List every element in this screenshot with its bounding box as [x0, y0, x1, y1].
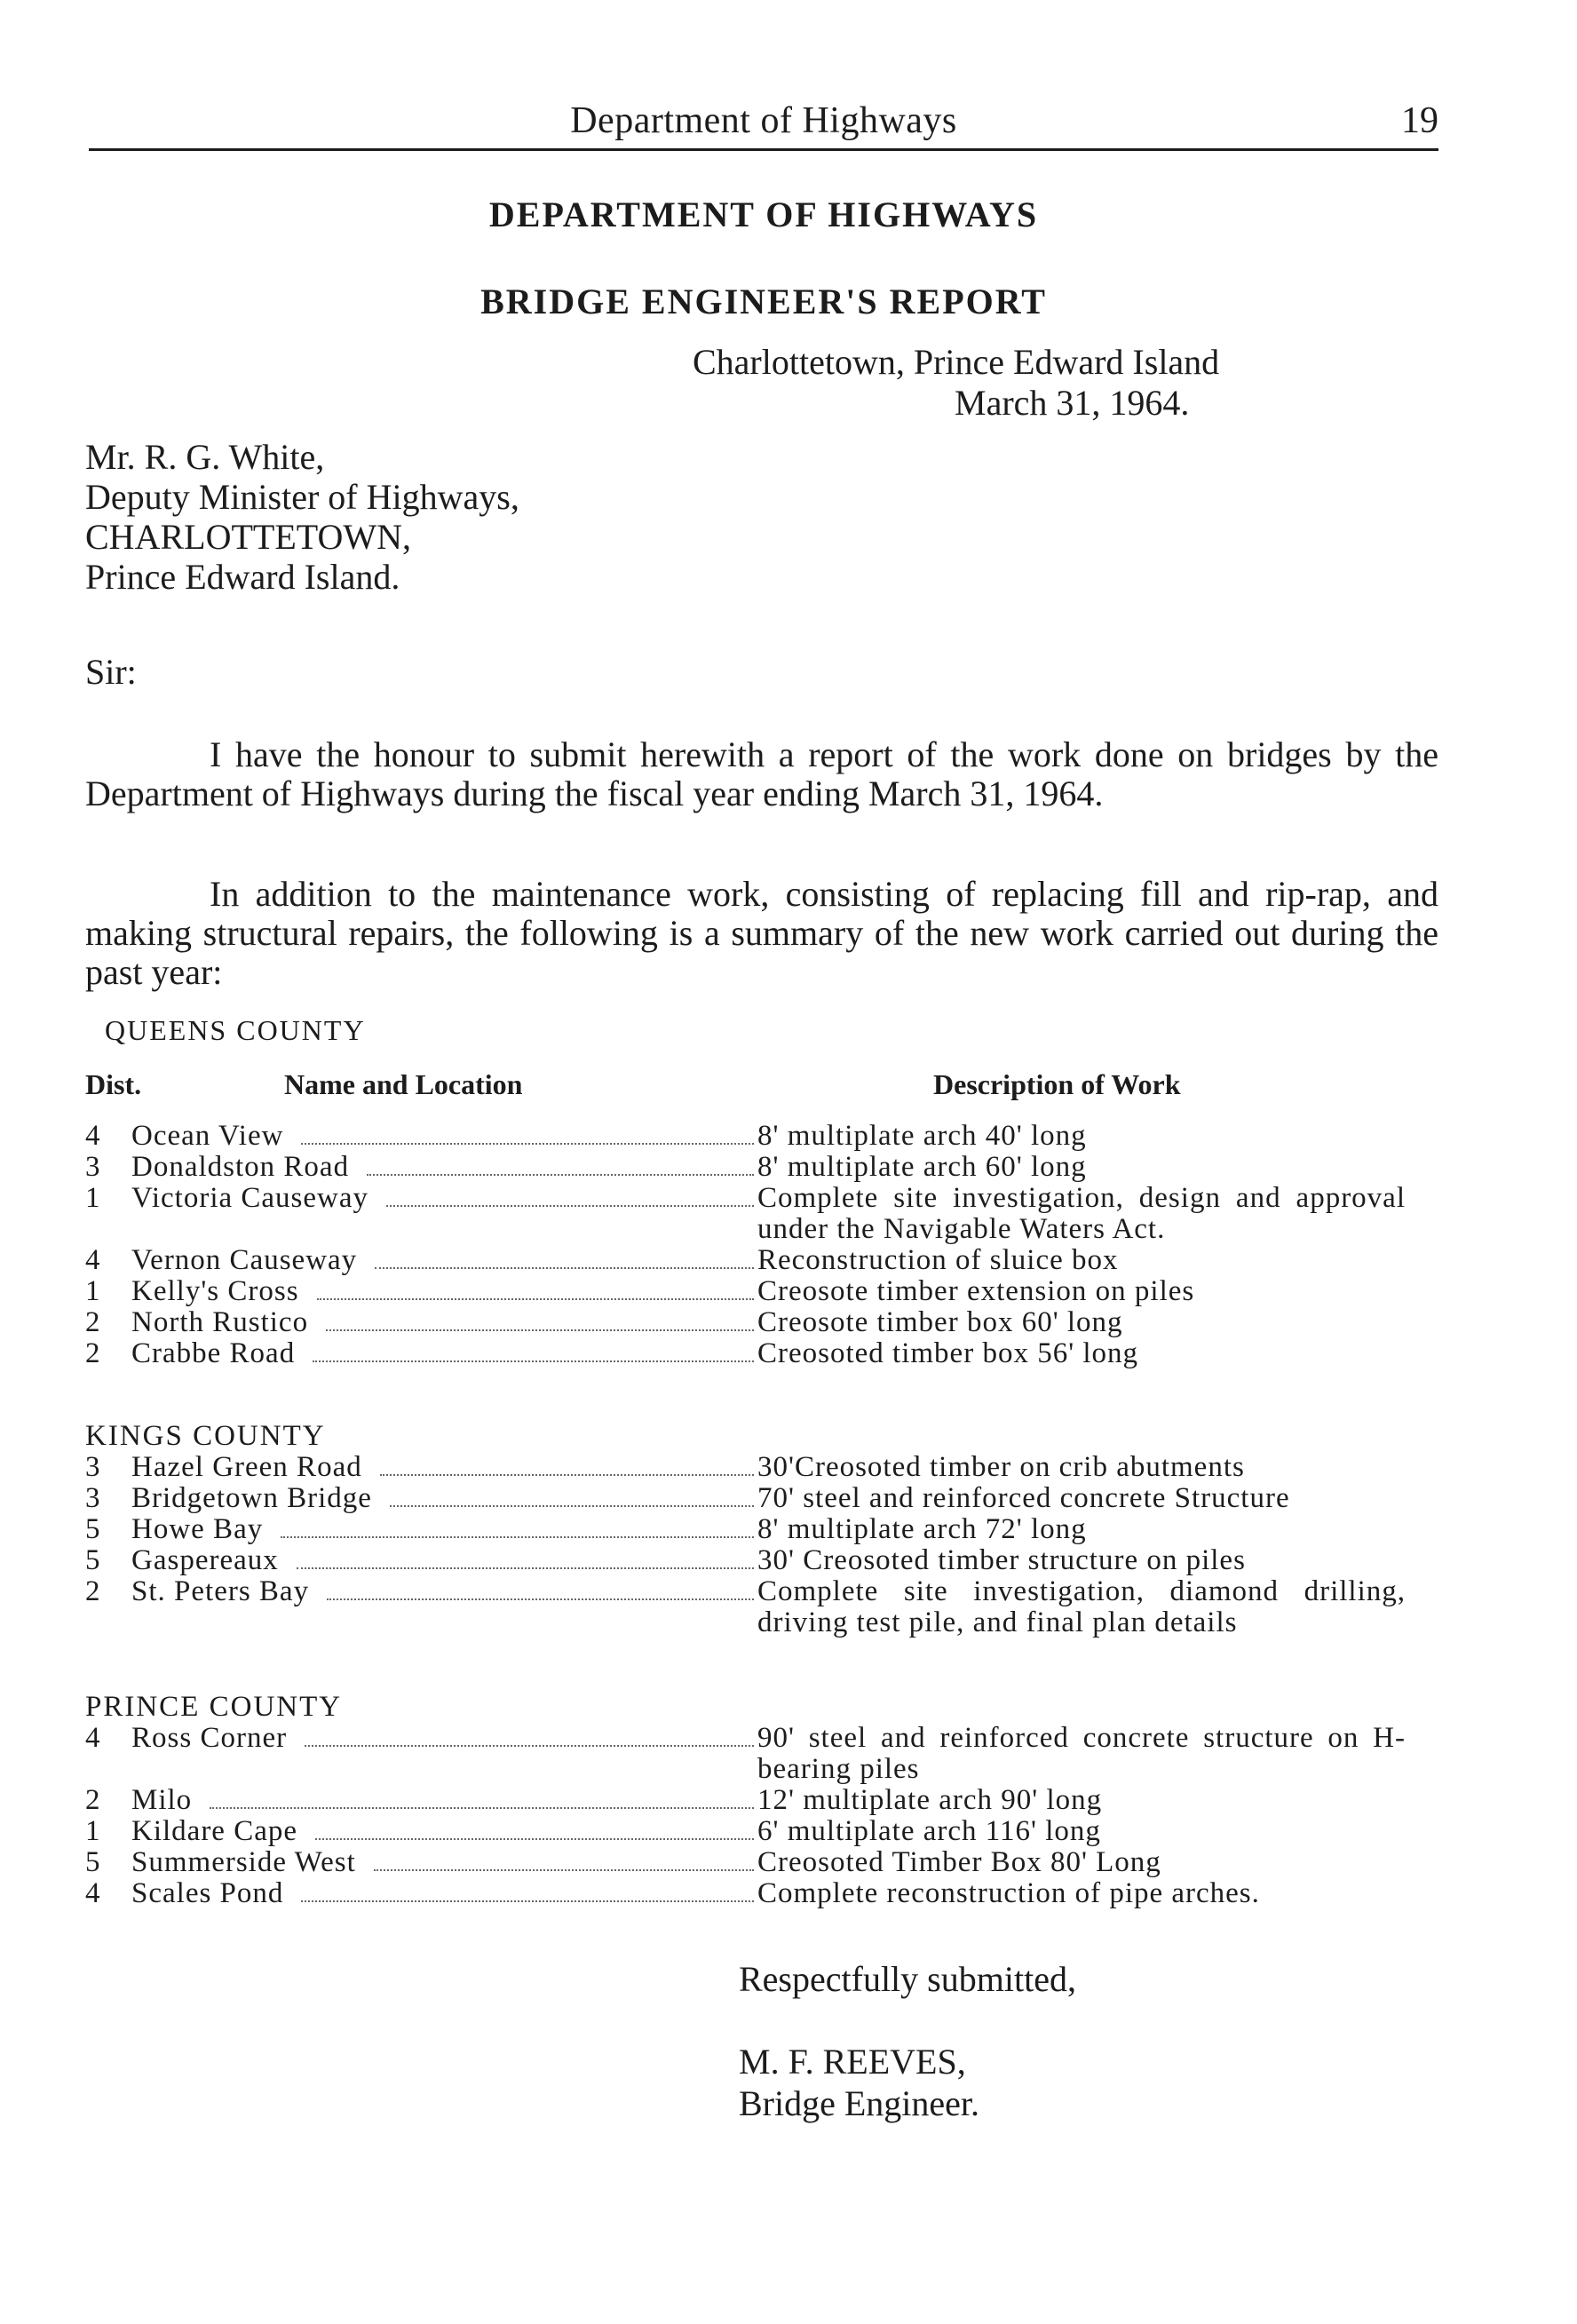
table-row [85, 1183, 1453, 1245]
running-head [89, 99, 1438, 153]
dot-leader [374, 1848, 754, 1871]
name-text: Crabbe Road [131, 1338, 296, 1369]
table-row [85, 1545, 1453, 1576]
name-text: Vernon Causeway [131, 1245, 358, 1276]
dot-leader [326, 1308, 754, 1331]
description-cell: Creosote timber extension on piles [757, 1275, 1195, 1307]
queens-county-section [85, 1121, 1453, 1369]
dist-cell: 1 [85, 1275, 100, 1307]
report-heading: BRIDGE ENGINEER'S REPORT [480, 282, 1047, 321]
table-row [85, 1847, 1453, 1878]
name-text: Kelly's Cross [131, 1276, 299, 1307]
table-row [85, 1152, 1453, 1183]
queens-county-title: QUEENS COUNTY [105, 1014, 366, 1046]
department-heading: DEPARTMENT OF HIGHWAYS [488, 194, 1039, 234]
prince-county-section [85, 1692, 1453, 1909]
page-number: 19 [1401, 100, 1438, 141]
description-cell: Creosoted Timber Box 80' Long [757, 1846, 1161, 1878]
name-cell [131, 1878, 757, 1909]
dist-cell: 2 [85, 1575, 100, 1607]
name-cell [131, 1183, 757, 1214]
name-cell [131, 1785, 757, 1816]
name-cell [131, 1847, 757, 1878]
name-column-header: Name and Location [284, 1068, 523, 1100]
addressee-line: CHARLOTTETOWN, [85, 517, 411, 557]
name-cell [131, 1816, 757, 1847]
dist-cell: 2 [85, 1784, 100, 1816]
name-cell [131, 1483, 757, 1514]
dist-cell: 1 [85, 1815, 100, 1847]
description-column-header: Description of Work [933, 1068, 1181, 1100]
dot-leader [305, 1724, 754, 1747]
description-cell: 8' multiplate arch 72' long [757, 1513, 1087, 1545]
addressee-block [85, 437, 519, 597]
description-cell: 12' multiplate arch 90' long [757, 1784, 1103, 1816]
description-cell: Creosoted timber box 56' long [757, 1337, 1139, 1369]
prince-county-title: PRINCE COUNTY [85, 1691, 343, 1723]
name-cell [131, 1121, 757, 1152]
dist-cell: 3 [85, 1451, 100, 1483]
name-cell [131, 1307, 757, 1338]
table-row [85, 1723, 1453, 1785]
dist-cell: 4 [85, 1244, 100, 1276]
dot-leader [301, 1879, 754, 1902]
description-cell: 30'Creosoted timber on crib abutments [757, 1451, 1245, 1483]
running-title: Department of Highways [570, 100, 957, 141]
description-cell: 30' Creosoted timber structure on piles [757, 1544, 1246, 1576]
description-cell: 70' steel and reinforced concrete Structure [757, 1482, 1290, 1514]
name-text: Donaldston Road [131, 1152, 350, 1183]
signer-title: Bridge Engineer. [739, 2083, 980, 2123]
name-text: St. Peters Bay [131, 1576, 310, 1607]
paragraph-summary: In addition to the maintenance work, consisting of replacing fill and rip-rap, and making structural repairs, the following is a summary of the new work carried out during the past year: [85, 874, 1438, 992]
dot-leader [386, 1184, 754, 1207]
kings-county-title: KINGS COUNTY [85, 1420, 326, 1452]
dot-leader [375, 1246, 754, 1269]
table-row [85, 1276, 1453, 1307]
description-cell: Complete reconstruction of pipe arches. [757, 1877, 1260, 1909]
dot-leader [390, 1484, 754, 1507]
name-text: Kildare Cape [131, 1816, 298, 1847]
table-row [85, 1121, 1453, 1152]
name-text: Howe Bay [131, 1514, 264, 1545]
name-text: Ross Corner [131, 1723, 288, 1754]
description-cell: Complete site investigation, diamond drilling, driving test pile, and final plan details [757, 1575, 1406, 1638]
dist-cell: 2 [85, 1337, 100, 1369]
dist-cell: 3 [85, 1482, 100, 1514]
name-cell [131, 1452, 757, 1483]
dist-cell: 1 [85, 1182, 100, 1214]
dist-cell: 2 [85, 1306, 100, 1338]
name-cell [131, 1723, 757, 1754]
dist-column-header: Dist. [85, 1068, 142, 1100]
name-text: Scales Pond [131, 1878, 284, 1909]
table-row [85, 1452, 1453, 1483]
name-text: Bridgetown Bridge [131, 1483, 372, 1514]
place-date-block [693, 342, 1421, 424]
description-cell: Creosote timber box 60' long [757, 1306, 1123, 1338]
date-line: March 31, 1964. [955, 383, 1190, 423]
dot-leader [210, 1786, 754, 1809]
dist-cell: 5 [85, 1513, 100, 1545]
dot-leader [317, 1277, 754, 1300]
description-cell: 6' multiplate arch 116' long [757, 1815, 1101, 1847]
signature-block [739, 2041, 979, 2124]
salutation: Sir: [85, 652, 137, 692]
description-cell: Complete site investigation, design and approval under the Navigable Waters Act. [757, 1182, 1406, 1245]
dist-cell: 3 [85, 1151, 100, 1183]
table-row [85, 1483, 1453, 1514]
table-row [85, 1245, 1453, 1276]
kings-county-section [85, 1421, 1453, 1638]
table-row [85, 1878, 1453, 1909]
table-header [85, 1068, 1444, 1104]
dot-leader [380, 1453, 754, 1476]
name-text: North Rustico [131, 1307, 309, 1338]
name-text: Summerside West [131, 1847, 356, 1878]
table-row [85, 1338, 1453, 1369]
dist-cell: 4 [85, 1722, 100, 1754]
paragraph-intro: I have the honour to submit herewith a report of the work done on bridges by the Department of Highways during the fiscal year ending March 31, 1964. [85, 734, 1438, 813]
header-rule [89, 148, 1438, 151]
name-text: Hazel Green Road [131, 1452, 362, 1483]
dist-cell: 4 [85, 1120, 100, 1152]
table-row [85, 1816, 1453, 1847]
closing-line: Respectfully submitted, [739, 1959, 1076, 1999]
description-cell: Reconstruction of sluice box [757, 1244, 1119, 1276]
dist-cell: 5 [85, 1544, 100, 1576]
name-cell [131, 1576, 757, 1607]
name-cell [131, 1514, 757, 1545]
name-cell [131, 1338, 757, 1369]
name-cell [131, 1545, 757, 1576]
name-cell [131, 1245, 757, 1276]
dot-leader [281, 1515, 754, 1538]
name-text: Victoria Causeway [131, 1183, 369, 1214]
name-text: Ocean View [131, 1121, 284, 1152]
addressee-line: Prince Edward Island. [85, 557, 400, 597]
name-text: Milo [131, 1785, 193, 1816]
dist-cell: 4 [85, 1877, 100, 1909]
dist-cell: 5 [85, 1846, 100, 1878]
name-text: Gaspereaux [131, 1545, 279, 1576]
dot-leader [301, 1122, 754, 1145]
signer-name: M. F. REEVES, [739, 2042, 966, 2082]
addressee-line: Mr. R. G. White, [85, 437, 325, 477]
description-cell: 90' steel and reinforced concrete structure on H-bearing piles [757, 1722, 1406, 1785]
dot-leader [367, 1153, 754, 1176]
place-line: Charlottetown, Prince Edward Island [693, 342, 1220, 382]
dot-leader [297, 1546, 754, 1569]
name-cell [131, 1276, 757, 1307]
dot-leader [327, 1577, 754, 1600]
name-cell [131, 1152, 757, 1183]
description-cell: 8' multiplate arch 40' long [757, 1120, 1087, 1152]
description-cell: 8' multiplate arch 60' long [757, 1151, 1087, 1183]
table-row [85, 1307, 1453, 1338]
table-row [85, 1576, 1453, 1638]
table-row [85, 1514, 1453, 1545]
addressee-line: Deputy Minister of Highways, [85, 477, 519, 517]
dot-leader [313, 1339, 754, 1362]
table-row [85, 1785, 1453, 1816]
dot-leader [315, 1817, 754, 1840]
